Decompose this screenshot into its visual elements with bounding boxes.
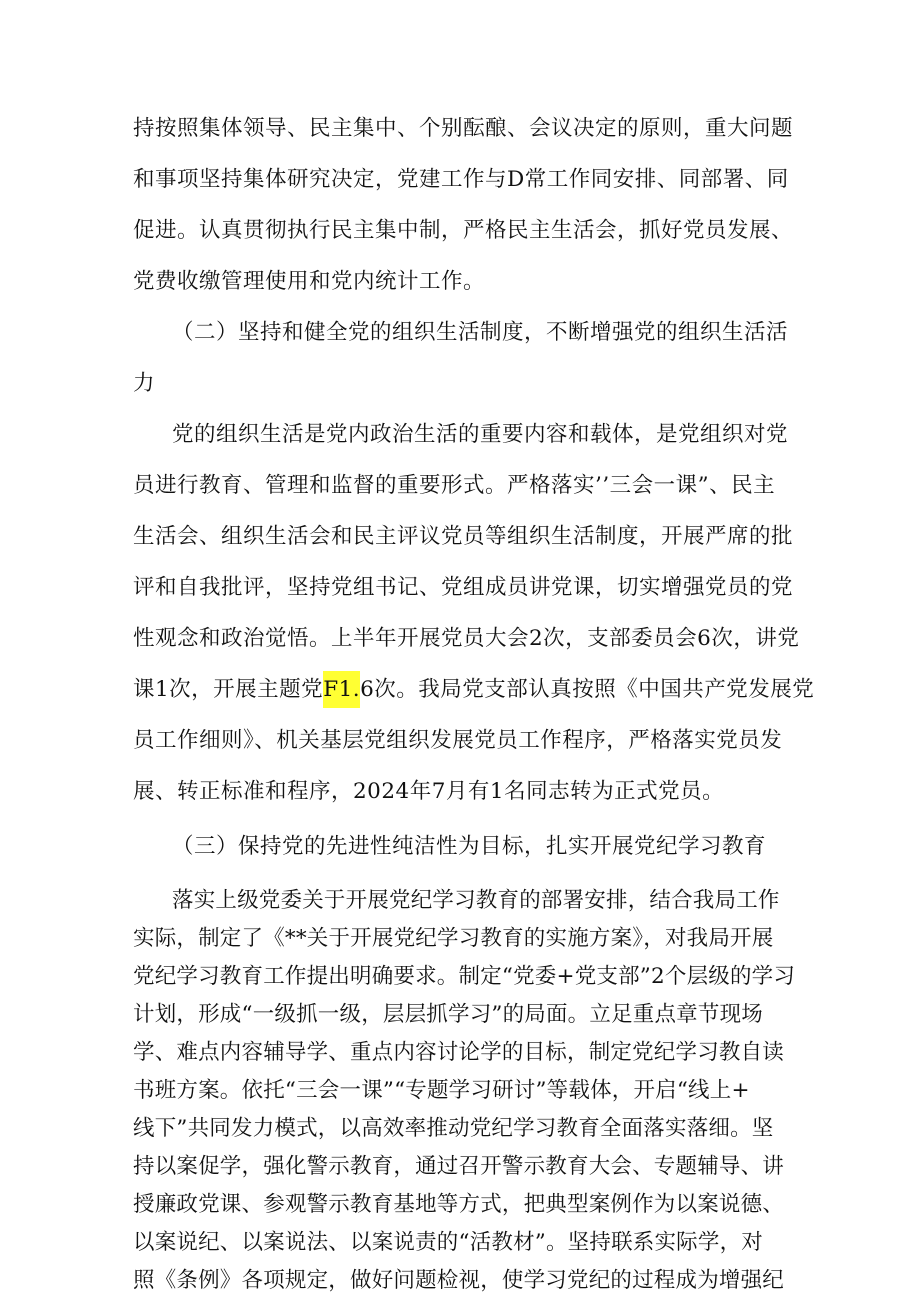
heading-line: 力 — [133, 371, 156, 396]
text-line — [133, 675, 814, 705]
text-line: 照《条例》各项规定，做好问题检视，使学习党纪的过程成为增强纪 — [133, 1268, 785, 1293]
text-line: 和事项坚持集体研究决定，党建工作与D常工作同安排、同部署、同 — [133, 167, 789, 192]
heading-line: （二）坚持和健全党的组织生活制度，不断增强党的组织生活活 — [172, 320, 789, 345]
text-line: 书班方案。依托“三会一课”“专题学习研讨”等载体，开启“线上+ — [133, 1078, 750, 1103]
text-line: 以案说纪、以案说法、以案说责的“活教材”。坚持联系实际学，对 — [133, 1230, 763, 1255]
heading-line: （三）保持党的先进性纯洁性为目标，扎实开展党纪学习教育 — [172, 834, 767, 859]
text-line: 学、难点内容辅导学、重点内容讨论学的目标，制定党纪学习教自读 — [133, 1040, 785, 1065]
text-line: 员工作细则》、机关基层党组织发展党员工作程序，严格落实党员发 — [133, 728, 783, 753]
text-line: 员进行教育、管理和监督的重要形式。严格落实’’三会一课”、民主 — [133, 473, 776, 498]
text-line: 生活会、组织生活会和民主评议党员等组织生活制度，开展严席的批 — [133, 524, 794, 549]
text-line: 持按照集体领导、民主集中、个别酝酿、会议决定的原则，重大问题 — [133, 116, 794, 141]
text-line: 性观念和政治觉悟。上半年开展党员大会2次，支部委员会6次，讲党 — [133, 626, 800, 651]
text-segment: 6次。我局党支部认真按照《中国共产党发展党 — [360, 677, 815, 702]
text-line: 落实上级党委关于开展党纪学习教育的部署安排，结合我局工作 — [172, 888, 780, 913]
text-line: 评和自我批评，坚持党组书记、党组成员讲党课，切实增强党员的党 — [133, 575, 794, 600]
text-line: 授廉政党课、参观警示教育基地等方式，把典型案例作为以案说德、 — [133, 1192, 785, 1217]
text-segment: 课1次，开展主题党 — [133, 677, 324, 702]
text-line: 线下”共同发力模式，以高效率推动党纪学习教育全面落实落细。坚 — [133, 1116, 774, 1141]
text-line: 展、转正标准和程序，2024年7月有1名同志转为正式党员。 — [133, 779, 725, 804]
text-line: 党费收缴管理使用和党内统计工作。 — [133, 269, 486, 294]
text-line: 党纪学习教育工作提出明确要求。制定“党委+党支部”2个层级的学习 — [133, 964, 796, 989]
text-line: 持以案促学，强化警示教育，通过召开警示教育大会、专题辅导、讲 — [133, 1154, 785, 1179]
highlighted-text: F1. — [323, 671, 360, 708]
text-line: 促进。认真贯彻执行民主集中制，严格民主生活会，抓好党员发展、 — [133, 218, 794, 243]
text-line: 计划，形成“一级抓一级，层层抓学习”的局面。立足重点章节现场 — [133, 1002, 763, 1027]
text-line: 党的组织生活是党内政治生活的重要内容和载体，是党组织对党 — [172, 422, 789, 447]
text-line: 实际，制定了《**关于开展党纪学习教育的实施方案》，对我局开展 — [133, 926, 774, 951]
